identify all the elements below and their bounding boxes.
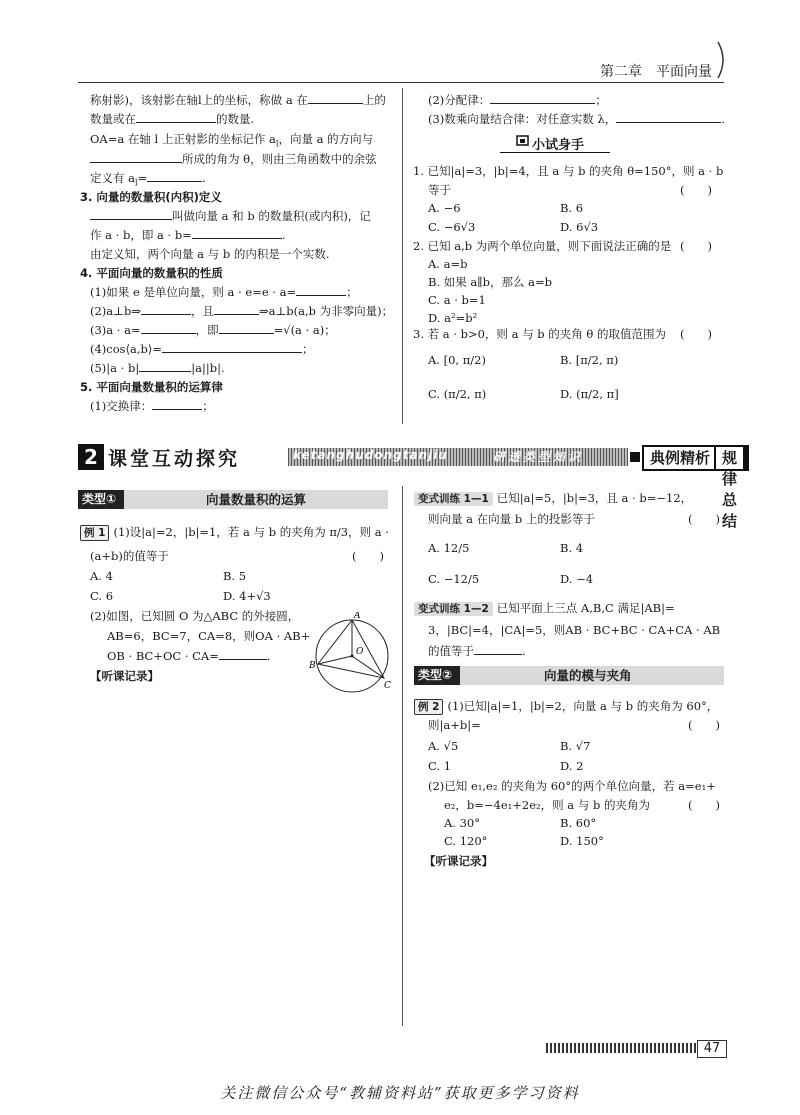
fill-blank[interactable] [139,360,191,372]
chapter-header: 第二章 平面向量 [600,64,712,80]
answer-paren[interactable]: ( ) [680,327,712,341]
type-2-label: 类型② [414,666,460,685]
text-line: (1)已知|a|=1，|b|=2，向量 a 与 b 的夹角为 60°， [447,699,719,713]
option[interactable]: B. 4 [560,541,584,555]
option[interactable]: C. 6 [90,589,114,603]
fig-label-b: B [309,661,316,671]
fill-blank[interactable] [308,92,363,104]
fill-blank[interactable] [90,151,182,163]
column-divider-top [402,88,403,424]
answer-paren[interactable]: ( ) [688,512,720,526]
option[interactable]: D. (π/2, π] [560,387,619,401]
option[interactable]: D. −4 [560,572,594,586]
text-line: 称射影)，该射影在轴l上的坐标，称做 a 在 [90,93,308,107]
option[interactable]: C. 120° [444,834,488,848]
text-line: OA=a 在轴 l 上正射影的坐标记作 a [90,132,276,146]
fill-blank[interactable] [219,648,267,660]
text-line: 上的 [362,93,386,107]
example-1-tag: 例 1 [80,525,109,541]
fill-blank[interactable] [141,322,196,334]
text-line: (3)a · a= [90,323,141,337]
text-line: 由定义知，两个向量 a 与 b 的内积是一个实数. [90,247,330,261]
question-2: 2. 已知 a,b 为两个单位向量，则下面说法正确的是 [413,239,672,253]
section-subtitle: 研透类型知识 [493,450,584,464]
question-1: 1. 已知|a|=3，|b|=4，且 a 与 b 的夹角 θ=150°，则 a · b [413,164,724,178]
option[interactable]: A. −6 [428,201,461,215]
fill-blank[interactable] [152,398,202,410]
text-line: AB=6，BC=7，CA=8，则OA · AB+ [107,629,311,643]
header-bracket-icon [714,40,732,80]
fill-blank[interactable] [214,303,259,315]
option[interactable]: A. a=b [428,257,468,271]
text-line: 定义有 a [90,171,136,185]
text-line: e₂，b=−4e₁+2e₂，则 a 与 b 的夹角为 [444,798,650,812]
option[interactable]: A. √5 [428,739,459,753]
text-line: = [137,171,148,185]
option[interactable]: C. −12/5 [428,572,480,586]
text-line: 3，|BC|=4，|CA|=5，则AB · BC+BC · CA+CA · AB [428,623,721,637]
fill-blank[interactable] [490,92,595,104]
option[interactable]: B. [π/2, π) [560,353,619,367]
fill-blank[interactable] [616,111,721,123]
text-line: (2)a⊥b⇒ [90,304,141,318]
option[interactable]: B. 6 [560,201,584,215]
text-line: 等于 [428,183,451,197]
fill-blank[interactable] [474,643,522,655]
option[interactable]: D. 2 [560,759,584,773]
text-line: (2)分配律： [428,93,491,107]
option[interactable]: A. [0, π/2) [428,353,486,367]
text-line: 的数量. [216,112,255,126]
fig-label-c: C [384,681,391,691]
circumcircle-figure [308,612,394,698]
square-icon [630,452,640,462]
text-line: 则|a+b|= [428,718,481,732]
variation-1-1-tag: 变式训练 1—1 [414,492,493,506]
answer-paren[interactable]: ( ) [680,183,712,197]
footer-note: 关注微信公众号“教辅资料站”获取更多学习资料 [220,1084,580,1102]
fill-blank[interactable] [296,284,346,296]
text-line: (1)设|a|=2，|b|=1，若 a 与 b 的夹角为 π/3，则 a · [113,525,389,539]
try-title: 小试身手 [532,138,585,153]
text-line: (1)交换律： [90,399,153,413]
question-3: 3. 若 a · b>0，则 a 与 b 的夹角 θ 的取值范围为 [413,327,666,341]
variation-1-2-tag: 变式训练 1—2 [414,602,493,616]
fig-label-o: O [356,647,364,657]
text-line: |a||b|. [191,361,225,375]
fill-blank[interactable] [90,208,172,220]
text-line: (2)如图，已知圆 O 为△ABC 的外接圆， [90,609,300,623]
fill-blank[interactable] [219,322,274,334]
fill-blank[interactable] [192,227,282,239]
fill-blank[interactable] [162,341,302,353]
try-title-underline [500,152,610,153]
option[interactable]: B. 如果 a∥b，那么 a=b [428,275,552,289]
section-3-title: 3. 向量的数量积(内积)定义 [80,190,222,204]
option[interactable]: D. a²=b² [428,311,478,325]
column-divider-bottom [402,486,403,1026]
option[interactable]: A. 12/5 [428,541,470,555]
listen-record-label: 【听课记录】 [424,854,493,868]
text-line: (a+b)的值等于 [90,549,169,563]
section-number: 2 [78,444,104,470]
fig-label-a: A [354,612,361,621]
text-line: 已知平面上三点 A,B,C 满足|AB|= [496,601,675,615]
text-line: 则向量 a 在向量 b 上的投影等于 [428,512,595,526]
text-line: (1)如果 e 是单位向量，则 a · e=e · a= [90,285,297,299]
text-line: 数量或在 [90,112,136,126]
section-pinyin: ketanghudongtanjiu [293,448,448,462]
text-line: 的值等于 [428,644,474,658]
text-line: 叫做向量 a 和 b 的数量积(或内积)，记 [172,209,371,223]
tag-examples: 典例精析 [642,445,718,471]
page-number: 47 [697,1040,727,1058]
option[interactable]: B. 5 [223,569,247,583]
option[interactable]: C. 1 [428,759,452,773]
answer-paren[interactable]: ( ) [680,239,712,253]
tag-summary: 规律总结 [714,445,749,471]
text-line: ，且 [190,304,214,318]
option[interactable]: D. 6√3 [560,220,599,234]
option[interactable]: D. 4+√3 [223,589,271,603]
option[interactable]: B. 60° [560,816,597,830]
answer-paren[interactable]: ( ) [688,718,720,732]
option[interactable]: B. √7 [560,739,591,753]
fill-blank[interactable] [136,111,216,123]
answer-paren[interactable]: ( ) [688,798,720,812]
text-line: OB · BC+OC · CA= [107,649,219,663]
section-title: 课堂互动探究 [108,448,241,470]
text-line: (3)数乘向量结合律：对任意实数 λ， [428,112,617,126]
text-line: 所成的角为 θ，则由三角函数中的余弦 [182,152,377,166]
type-2-title: 向量的模与夹角 [544,668,632,683]
text-line: ⇒a⊥b(a,b 为非零向量)； [258,304,394,318]
text-line: 作 a · b，即 a · b= [90,228,192,242]
option[interactable]: C. −6√3 [428,220,476,234]
option[interactable]: D. 150° [560,834,604,848]
type-1-label: 类型① [78,490,124,509]
text-line: (4)cos⟨a,b⟩= [90,342,163,356]
option[interactable]: C. a · b=1 [428,293,486,307]
type-1-bar [78,490,388,509]
text-line: ，即 [195,323,219,337]
section-5-title: 5. 平面向量数量积的运算律 [80,380,223,394]
header-rule [78,82,724,83]
fill-blank[interactable] [147,170,202,182]
option[interactable]: C. (π/2, π) [428,387,487,401]
option[interactable]: A. 4 [90,569,113,583]
text-line: (2)已知 e₁,e₂ 的夹角为 60°的两个单位向量，若 a=e₁+ [428,779,716,793]
text-line: 已知|a|=5，|b|=3，且 a · b=−12， [496,491,693,505]
fill-blank[interactable] [141,303,191,315]
text-line: ，向量 a 的方向与 [278,132,374,146]
try-flag-icon [516,135,530,147]
type-1-title: 向量数量积的运算 [206,492,307,507]
answer-paren[interactable]: ( ) [352,549,384,563]
listen-record-label: 【听课记录】 [90,669,159,683]
option[interactable]: A. 30° [444,816,480,830]
type-2-bar [414,666,724,685]
text-line: =√(a · a)； [273,323,336,337]
section-4-title: 4. 平面向量的数量积的性质 [80,266,223,280]
example-2-tag: 例 2 [414,699,443,715]
text-line: (5)|a · b| [90,361,140,375]
page-number-ornament [546,1043,696,1053]
